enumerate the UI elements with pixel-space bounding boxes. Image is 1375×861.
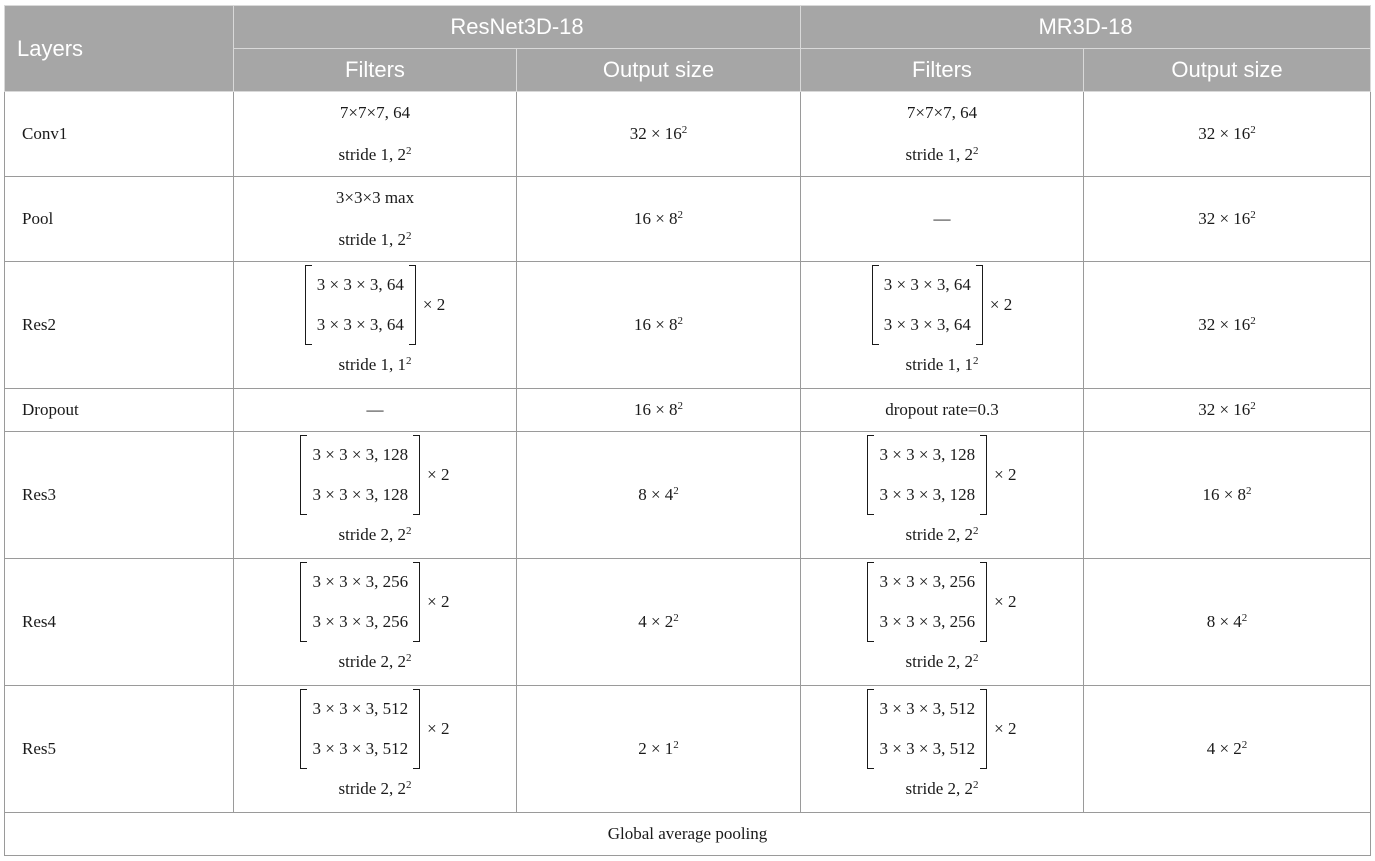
a-stride: stride 1, $1^2$ [338, 355, 412, 374]
table-row-global-average-pooling [5, 813, 1371, 856]
a-block-matrix: 3 × 3 × 3, 256 3 × 3 × 3, 256 × 2 [300, 562, 449, 642]
a-filter-spec: 7×7×7, 64 [339, 103, 411, 122]
a-stride: stride 2, $2^2$ [338, 525, 412, 544]
layer-name: Res5 [5, 686, 234, 813]
b-block-repeat: × 2 [994, 465, 1017, 484]
a-filters-cell [234, 92, 517, 177]
a-filters-cell [234, 686, 517, 813]
b-filters-cell [801, 432, 1084, 559]
header-a-filters: Filters [234, 49, 517, 92]
a-block-repeat: × 2 [422, 295, 446, 314]
table-row-pool [5, 177, 1371, 262]
layer-name: Res2 [5, 262, 234, 389]
a-block-matrix: 3 × 3 × 3, 128 3 × 3 × 3, 128 × 2 [300, 435, 449, 515]
b-output-size: $16 \times 8^2$ [1084, 432, 1371, 559]
a-filter-spec: 3×3×3 max [335, 188, 415, 207]
a-output-size: $16 \times 8^2$ [517, 389, 801, 432]
header-a-output-size: Output size [517, 49, 801, 92]
layer-name: Dropout [5, 389, 234, 432]
a-output-size: $4 \times 2^2$ [517, 559, 801, 686]
layer-name: Res4 [5, 559, 234, 686]
a-stride: stride 2, $2^2$ [338, 779, 412, 798]
b-filters-cell [801, 262, 1084, 389]
b-output-size: $4 \times 2^2$ [1084, 686, 1371, 813]
header-b-filters: Filters [801, 49, 1084, 92]
a-stride: stride 1, $2^2$ [338, 145, 412, 164]
b-stride: stride 1, $1^2$ [905, 355, 979, 374]
header-layers: Layers [5, 6, 234, 92]
a-output-size: $32 \times 16^2$ [517, 92, 801, 177]
b-block-repeat: × 2 [989, 295, 1013, 314]
b-block-repeat: × 2 [994, 592, 1017, 611]
a-stride: stride 1, $2^2$ [338, 230, 412, 249]
table-row-dropout [5, 389, 1371, 432]
table-row-res5 [5, 686, 1371, 813]
a-output-size: $2 \times 1^2$ [517, 686, 801, 813]
table-row-res2 [5, 262, 1371, 389]
footer-global-average-pooling: Global average pooling [5, 813, 1371, 856]
layer-name: Pool [5, 177, 234, 262]
b-output-size: $32 \times 16^2$ [1084, 389, 1371, 432]
a-stride: stride 2, $2^2$ [338, 652, 412, 671]
header-resnet3d-18: ResNet3D-18 [234, 6, 801, 49]
b-stride: stride 2, $2^2$ [905, 779, 979, 798]
b-filter-spec: 7×7×7, 64 [906, 103, 978, 122]
table-row-res3 [5, 432, 1371, 559]
b-block-matrix: 3 × 3 × 3, 512 3 × 3 × 3, 512 × 2 [867, 689, 1016, 769]
a-output-size: $8 \times 4^2$ [517, 432, 801, 559]
a-filters-cell [234, 432, 517, 559]
a-block-repeat: × 2 [427, 592, 450, 611]
b-output-size: $32 \times 16^2$ [1084, 262, 1371, 389]
layer-name: Res3 [5, 432, 234, 559]
header-row-models [5, 6, 1371, 49]
b-filters-cell: — [801, 177, 1084, 262]
b-output-size: $8 \times 4^2$ [1084, 559, 1371, 686]
b-block-matrix: 3 × 3 × 3, 128 3 × 3 × 3, 128 × 2 [867, 435, 1016, 515]
b-output-size: $32 \times 16^2$ [1084, 92, 1371, 177]
a-block-matrix: 3 × 3 × 3, 64 3 × 3 × 3, 64 × 2 [305, 265, 446, 345]
layer-name: Conv1 [5, 92, 234, 177]
b-stride: stride 2, $2^2$ [905, 525, 979, 544]
a-filters-cell: — [234, 389, 517, 432]
table-row-conv1 [5, 92, 1371, 177]
a-block-repeat: × 2 [427, 719, 450, 738]
a-filters-cell [234, 559, 517, 686]
b-block-matrix: 3 × 3 × 3, 64 3 × 3 × 3, 64 × 2 [872, 265, 1013, 345]
b-block-repeat: × 2 [994, 719, 1017, 738]
b-stride: stride 2, $2^2$ [905, 652, 979, 671]
a-block-repeat: × 2 [427, 465, 450, 484]
b-output-size: $32 \times 16^2$ [1084, 177, 1371, 262]
header-mr3d-18: MR3D-18 [801, 6, 1371, 49]
b-filters-cell: dropout rate=0.3 [801, 389, 1084, 432]
b-stride: stride 1, $2^2$ [905, 145, 979, 164]
header-b-output-size: Output size [1084, 49, 1371, 92]
a-output-size: $16 \times 8^2$ [517, 177, 801, 262]
a-output-size: $16 \times 8^2$ [517, 262, 801, 389]
b-filters-cell [801, 686, 1084, 813]
b-filters-cell [801, 559, 1084, 686]
architecture-table [4, 5, 1371, 856]
a-block-matrix: 3 × 3 × 3, 512 3 × 3 × 3, 512 × 2 [300, 689, 449, 769]
a-filters-cell [234, 262, 517, 389]
b-filters-cell [801, 92, 1084, 177]
b-block-matrix: 3 × 3 × 3, 256 3 × 3 × 3, 256 × 2 [867, 562, 1016, 642]
table-row-res4 [5, 559, 1371, 686]
a-filters-cell [234, 177, 517, 262]
